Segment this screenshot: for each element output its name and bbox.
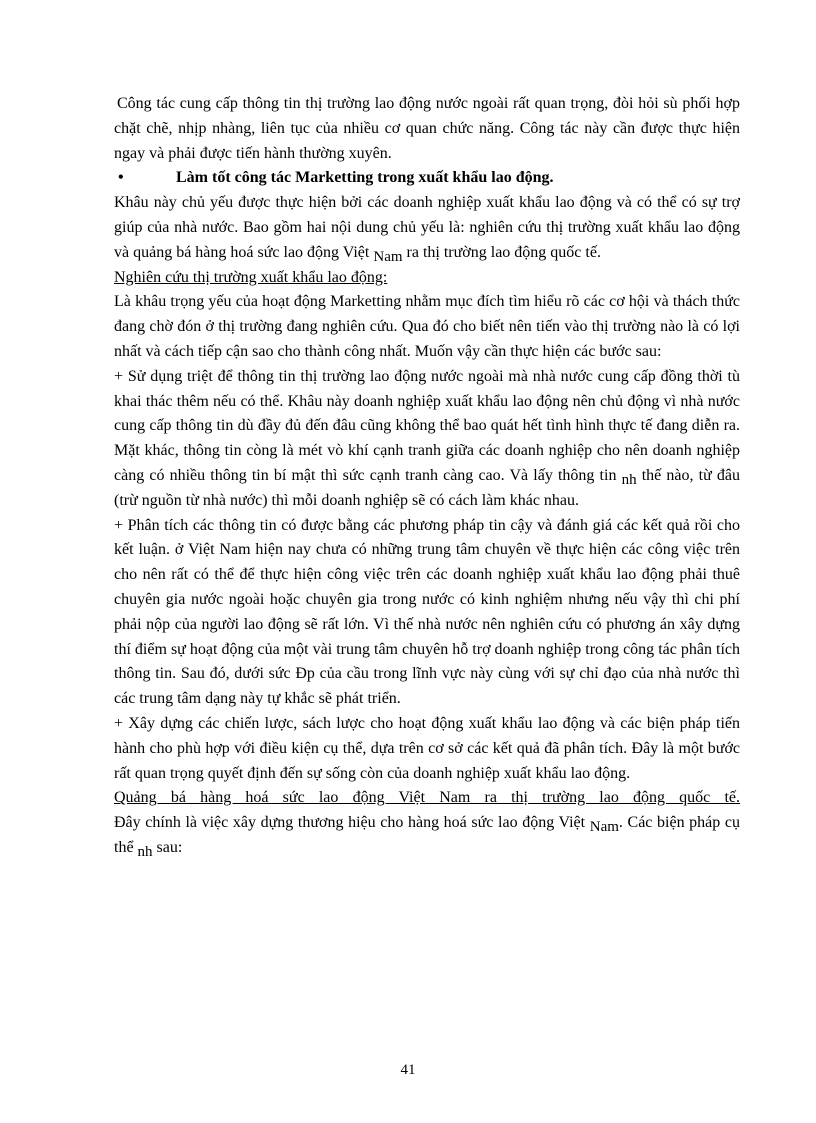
- paragraph-research-definition: [114, 290, 740, 364]
- paragraph-marketing-intro-text-a: Khâu này chủ yếu được thực hiện bởi các doanh nghiệp xuất khẩu lao động và có thể có sự trợ giúp của nhà nước. Bao gồm hai nội dung chủ yếu là: nghiên cứu thị trường xuất khẩu lao động và quảng bá hàng hoá sức lao động Việt: [114, 194, 740, 261]
- subheading-promotion-text: Quảng bá hàng hoá sức lao động Việt Nam ra thị trường lao động quốc tế.: [114, 789, 740, 807]
- paragraph-info-supply: [114, 92, 740, 166]
- paragraph-branding: [114, 811, 740, 861]
- bullet-heading: [114, 166, 740, 191]
- paragraph-branding-text-b: . Các biện pháp cụ thể: [114, 814, 741, 856]
- paragraph-step-strategy: [114, 712, 740, 786]
- subscript-nh: nh: [621, 471, 637, 488]
- paragraph-step-strategy-text: + Xây dựng các chiến lược, sách lược cho hoạt động xuất khẩu lao động và các biện pháp tiến hành cho phù hợp với điều kiện cụ thể, dựa trên cơ sở các kết quả đã phân tích. Đây là một bước rất quan trọng quyết định đến sự sống còn của doanh nghiệp xuất khẩu lao động.: [114, 714, 740, 782]
- paragraph-marketing-intro: [114, 191, 740, 265]
- paragraph-step-analyze: [114, 514, 740, 712]
- bullet-icon: •: [118, 169, 124, 187]
- paragraph-branding-text-a: Đây chính là việc xây dựng thương hiệu cho hàng hoá sức lao động Việt: [114, 814, 586, 832]
- subheading-promotion: [114, 786, 740, 811]
- subscript-nam-2: Nam: [589, 819, 619, 836]
- paragraph-branding-text-c: sau:: [156, 838, 183, 856]
- bullet-heading-text: Làm tốt công tác Marketting trong xuất khẩu lao động.: [176, 169, 554, 187]
- paragraph-marketing-intro-text-b: ra thị trường lao động quốc tế.: [406, 243, 601, 261]
- paragraph-step-analyze-text: + Phân tích các thông tin có được bằng các phương pháp tin cậy và đánh giá các kết quả rồi cho kết luận. ở Việt Nam hiện nay chưa có những trung tâm chuyên về thực hiện các công việc trên cho nên rất có thể để thực hiện công việc trên các doanh nghiệp xuất khẩu lao động phải thuê chuyên gia nước ngoài hoặc chuyên gia trong nước có kinh nghiệm nhưng nếu vậy thì chi phí phải nộp của người lao động sẽ rất lớn. Vì thế nhà nước nên nghiên cứu có phương án xây dựng thí điểm sự hoạt động của một vài trung tâm chuyên hỗ trợ doanh nghiệp trong công tác phân tích thông tin. Sau đó, dưới sức Ðp của cầu trong lĩnh vực này cùng với sự chỉ đạo của nhà nước thì các trung tâm dạng này tự khắc sẽ phát triển.: [114, 516, 740, 708]
- paragraph-research-definition-text: Là khâu trọng yếu của hoạt động Marketting nhằm mục đích tìm hiểu rõ các cơ hội và thách thức đang chờ đón ở thị trường đang nghiên cứu. Qua đó cho biết nên tiến vào thị trường nào là có lợi nhất và cách tiếp cận sao cho thành công nhất. Muốn vậy cần thực hiện các bước sau:: [114, 293, 740, 360]
- subheading-market-research-text: Nghiên cứu thị trường xuất khẩu lao động:: [114, 268, 388, 286]
- paragraph-step-use-info-text-b: thế nào, từ đâu (trừ nguồn từ nhà nước) thì mỗi doanh nghiệp sẽ có cách làm khác nhau.: [114, 466, 741, 509]
- document-body: [114, 92, 740, 861]
- paragraph-step-use-info: [114, 365, 740, 514]
- paragraph-info-supply-text: Công tác cung cấp thông tin thị trường lao động nước ngoài rất quan trọng, đòi hỏi sù phối hợp chặt chẽ, nhịp nhàng, liên tục của nhiều cơ quan chức năng. Công tác này cần được thực hiện ngay và phải được tiến hành thường xuyên.: [114, 95, 740, 162]
- subscript-nh-2: nh: [137, 843, 153, 860]
- subheading-market-research: [114, 266, 740, 291]
- subscript-nam: Nam: [373, 248, 403, 265]
- page-number: 41: [400, 1062, 416, 1078]
- paragraph-step-use-info-text-a: + Sử dụng triệt để thông tin thị trường lao động nước ngoài mà nhà nước cung cấp đồng thời tù khai thác thêm nếu có thể. Khâu này doanh nghiệp xuất khẩu lao động nên chủ động vì nhà nước cung cấp thông tin dù đầy đủ đến đâu cũng không thể bao quát hết tình hình thực tế đang diễn ra. Mặt khác, thông tin còng là mét vò khí cạnh tranh giữa các doanh nghiệp cho nên doanh nghiệp càng có nhiều thông tin bí mật thì sức cạnh tranh càng cao. Và lấy thông tin: [114, 367, 740, 484]
